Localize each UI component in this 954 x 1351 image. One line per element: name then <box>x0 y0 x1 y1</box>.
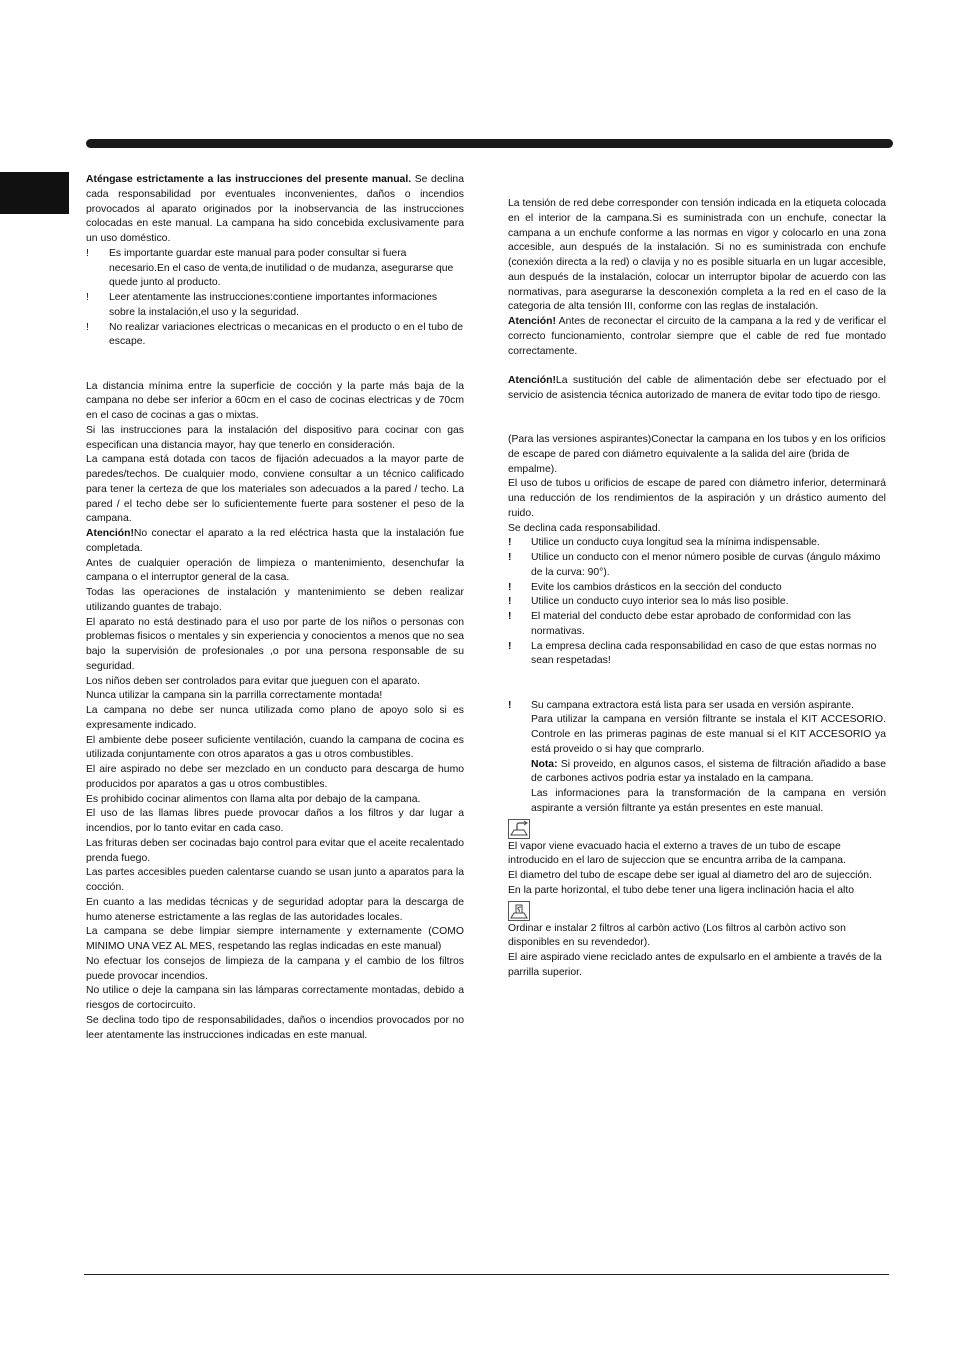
bullet-mark: ! <box>86 292 89 303</box>
paragraph: Ordinar e instalar 2 filtros al carbòn activo (Los filtros al carbòn activo son disponibles en su revendedor). <box>508 922 846 949</box>
list-item <box>508 699 886 714</box>
indented-paragraph: Las informaciones para la transformación de la campana en versión aspirante a versión filtrante ya están presentes en este manual. <box>531 788 886 814</box>
list-item <box>508 581 886 596</box>
list-item <box>86 247 464 291</box>
paragraph: El aire aspirado viene reciclado antes de expulsarlo en el ambiente a través de la parrilla superior. <box>508 952 882 978</box>
paragraph: El ambiente debe poseer suficiente ventilación, cuando la campana de cocina es utilizada conjuntamente con otros aparatos a gas u otros combustibles. <box>86 734 464 761</box>
paragraph: La distancia mínima entre la superficie de cocción y la parte más baja de la campana no debe ser inferior a 60cm en el caso de cocinas electricas y de 70cm en el caso de cocinas a gas o mixtas. <box>86 380 464 421</box>
paragraph: Se declina todo tipo de responsabilidades, daños o incendios provocados por no leer atentamente las instrucciones indicadas en este manual. <box>86 1014 464 1041</box>
bullet-text: Utilice un conducto cuya longitud sea la mínima indispensable. <box>531 537 820 549</box>
bullet-mark: ! <box>508 552 512 563</box>
bullet-mark: ! <box>508 611 512 622</box>
paragraph: El aparato no está destinado para el uso por parte de los niños o personas con problemas fisicos o mentales y sin experiencia y conocientos a menos que no sea bajo la supervisión de profesionales ,o por una persona responsable de su seguridad. <box>86 616 464 672</box>
header-bar <box>86 139 893 148</box>
paragraph: Se declina cada responsabilidad. <box>508 522 661 534</box>
right-column <box>508 197 886 981</box>
paragraph: Los niños deben ser controlados para evitar que jueguen con el aparato. <box>86 675 420 687</box>
paragraph: El vapor viene evacuado hacia el externo a traves de un tubo de escape introducido en el laro de sujeccion que se encuntra arriba de la campana. <box>508 840 846 867</box>
bullet-mark: ! <box>508 581 512 593</box>
list-item <box>508 551 886 581</box>
bullet-text: Utilice un conducto cuyo interior sea lo más liso posible. <box>531 596 789 608</box>
paragraph: En la parte horizontal, el tubo debe tener una ligera inclinación hacia el alto <box>508 884 855 896</box>
paragraph: No utilice o deje la campana sin las lámparas correctamente montadas, debido a riesgos de cortocircuito. <box>86 985 464 1011</box>
paragraph: Las partes accesibles pueden calentarse cuando se usan junto a aparatos para la cocción. <box>86 867 464 893</box>
bullet-text: Utilice un conducto con el menor número posible de curvas (ángulo máximo de la curva: 90°). <box>531 552 881 578</box>
intro-bold: Aténgase estrictamente a las instrucciones del presente manual. <box>86 174 412 185</box>
recirculating-hood-icon <box>508 901 530 921</box>
warning-paragraph <box>508 374 886 404</box>
list-item <box>508 595 886 610</box>
warning-paragraph <box>86 527 464 557</box>
paragraph: Si las instrucciones para la instalación del dispositivo para cocinar con gas especifican una distancia mayor, hay que tenerlo en consideración. <box>86 424 464 451</box>
warning-text: La sustitución del cable de alimentación debe ser efectuado por el servicio de asistencia técnica autorizado de manera de evitar todo tipo de riesgo. <box>508 375 886 401</box>
intro-paragraph <box>86 173 464 247</box>
bullet-mark: ! <box>508 640 512 652</box>
paragraph: La campana se debe limpiar siempre internamente y externamente (COMO MINIMO UNA VEZ AL MES, respetando las reglas indicadas en este manual) <box>86 926 464 952</box>
bullet-text: Leer atentamente las instrucciones:contiene importantes informaciones sobre la instalación,el uso y la seguridad. <box>109 292 438 318</box>
paragraph: El uso de las llamas libres puede provocar daños a los filtros y dar lugar a incendios, por lo tanto evitar en cada caso. <box>86 808 464 834</box>
paragraph: Antes de cualquier operación de limpieza o mantenimiento, desenchufar la campana o el interruptor general de la casa. <box>86 557 464 584</box>
paragraph: Todas las operaciones de instalación y mantenimiento se deben realizar utilizando guantes de trabajo. <box>86 587 464 613</box>
warning-label: Atención! <box>508 375 556 386</box>
warning-label: Atención! <box>86 528 134 539</box>
ducted-hood-icon <box>508 819 530 839</box>
bullet-text: Evite los cambios drásticos en la sección del conducto <box>531 581 782 593</box>
note-paragraph <box>508 758 886 788</box>
warning-paragraph <box>508 315 886 359</box>
note-label: Nota: <box>531 758 558 770</box>
paragraph: En cuanto a las medidas técnicas y de seguridad adoptar para la descarga de humo atenerse estrictamente a las reglas de las autoridades locales. <box>86 896 464 923</box>
warning-text: Antes de reconectar el circuito de la campana a la red y de verificar el correcto funcionamiento, controlar siempre que el cable de red fue montado correctamente. <box>508 316 886 357</box>
bullet-mark: ! <box>508 596 512 608</box>
warning-text: No conectar el aparato a la red eléctrica hasta que la instalación fue completada. <box>86 528 464 554</box>
paragraph: La tensión de red debe corresponder con tensión indicada en la etiqueta colocada en el interior de la campana.Si es suministrada con un enchufe, conectar la campana a un enchufe conforme a las normas en vigor y colocarlo en una zona accesible, aun después de la instalación. Si no es suministrada con enchufe (conexión directa a la red) o clavija y no es posible situarla en un lugar accesible, aun después de la instalación, colocar un interruptor bipolar de acuerdo con las normativas, para asegurarse la desconexión completa a la red en el caso de la categoria de alta tensión III, conforme con las reglas de instalación. <box>508 198 886 313</box>
bullet-mark: ! <box>86 321 89 333</box>
bullet-text: La empresa declina cada responsabilidad en caso de que estas normas no sean respetadas! <box>531 640 877 667</box>
bullet-text: El material del conducto debe estar aprobado de conformidad con las normativas. <box>531 611 851 637</box>
bullet-mark: ! <box>508 699 512 711</box>
paragraph: La campana no debe ser nunca utilizada como plano de apoyo solo si es expresamente indicado. <box>86 705 464 731</box>
note-text: Si proveido, en algunos casos, el sistema de filtración añadido a base de carbones activos podria estar ya instalado en la campana. <box>531 758 886 785</box>
footer-rule <box>84 1274 889 1275</box>
language-tab <box>0 172 69 214</box>
bullet-text: Es importante guardar este manual para poder consultar si fuera necesario.En el caso de venta,de inutilidad o de mudanza, asegurarse que quede junto al producto. <box>109 247 454 289</box>
paragraph: El aire aspirado no debe ser mezclado en un conducto para descarga de humo producidos por aparatos a gas u otros combustibles. <box>86 764 464 790</box>
list-item <box>86 291 464 321</box>
bullet-mark: ! <box>508 537 512 549</box>
paragraph: El uso de tubos u orificios de escape de pared con diámetro inferior, determinará una reducción de los rendimientos de la aspiración y un drástico aumento del ruido. <box>508 478 886 519</box>
bullet-text: No realizar variaciones electricas o mecanicas en el producto o en el tubo de escape. <box>109 321 464 348</box>
intro-text: Se declina cada responsabilidad por eventuales inconvenientes, daños o incendios provocados al aparato originados por la inobservancia de las instrucciones colocadas en este manual. La campana ha sido concebida exclusivamente para un uso doméstico. <box>86 174 464 244</box>
list-item <box>508 536 886 551</box>
list-item <box>508 640 886 670</box>
bullet-mark: ! <box>86 247 89 259</box>
paragraph: Nunca utilizar la campana sin la parrilla correctamente montada! <box>86 690 383 702</box>
warning-label: Atención! <box>508 316 556 327</box>
paragraph: (Para las versiones aspirantes)Conectar la campana en los tubos y en los orificios de escape de pared con diámetro equivalente a la salida del aire (brida de empalme). <box>508 434 886 475</box>
paragraph: Las frituras deben ser cocinadas bajo control para evitar que el aceite recalentado prenda fuego. <box>86 837 464 864</box>
paragraph: Es prohibido cocinar alimentos con llama alta por debajo de la campana. <box>86 793 421 805</box>
list-item <box>86 321 464 351</box>
paragraph: El diametro del tubo de escape debe ser igual al diametro del aro de sujección. <box>508 870 872 881</box>
indented-paragraph: Para utilizar la campana en versión filtrante se instala el KIT ACCESORIO. Controle en las primeras paginas de este manual si el KIT ACCESORIO ya está proveido o si hay que comprarlo. <box>531 714 886 755</box>
paragraph: No efectuar los consejos de limpieza de la campana y el cambio de los filtros puede provocar incendios. <box>86 955 464 982</box>
list-item <box>508 610 886 640</box>
paragraph: La campana está dotada con tacos de fijación adecuados a la mayor parte de paredes/techos. De cualquier modo, conviene consultar a un técnico calificado para tener la certeza de que los materiales son adecuados a la pared / techo. La pared / el techo debe ser lo suficientemente fuerte para sostener el peso de la campana. <box>86 454 464 525</box>
left-column <box>86 173 464 1043</box>
bullet-text: Su campana extractora está lista para ser usada en versión aspirante. <box>531 699 854 711</box>
